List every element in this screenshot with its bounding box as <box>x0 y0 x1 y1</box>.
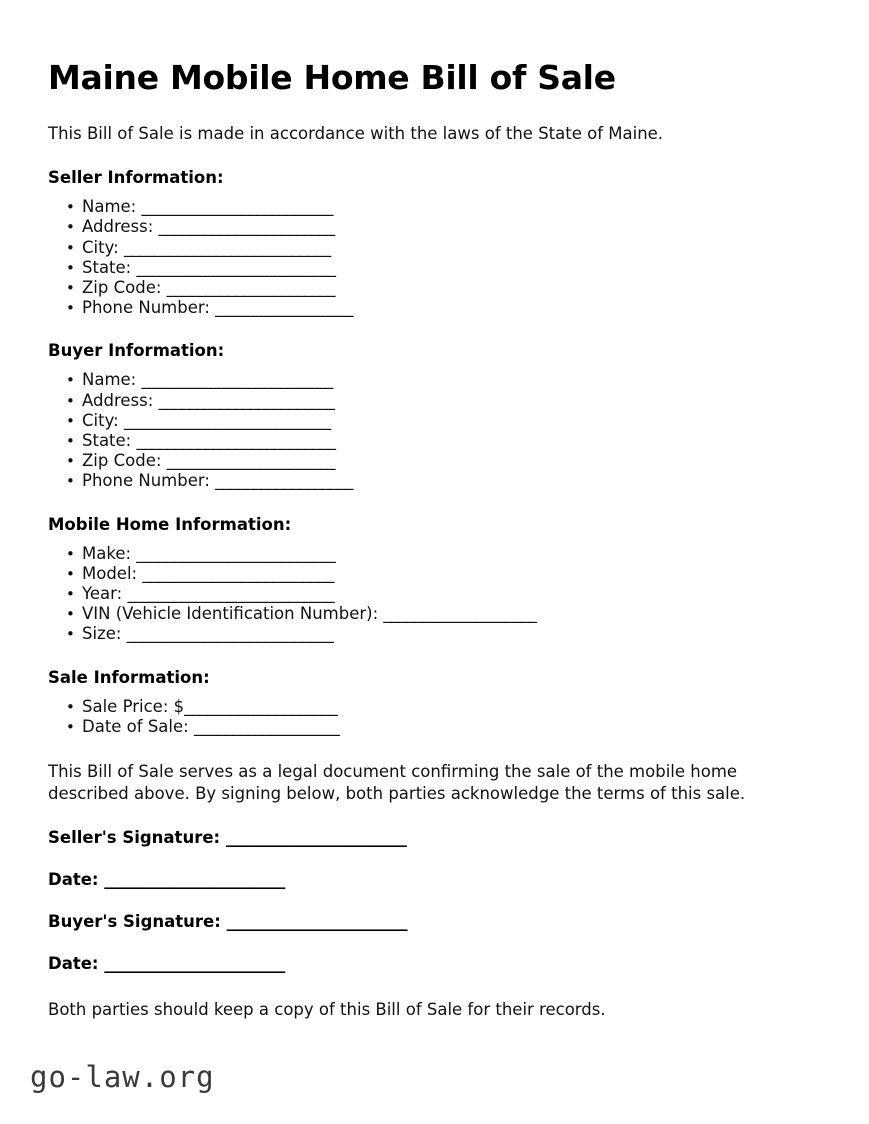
field-label: Date of Sale: <box>82 716 194 736</box>
field-blank-line[interactable]: __________________ <box>215 471 353 491</box>
list-item <box>82 370 764 390</box>
field-blank-line[interactable]: ____________________ <box>184 696 338 716</box>
field-label: Phone Number: <box>82 298 216 318</box>
list-item <box>82 697 764 717</box>
field-label: Size: <box>82 624 127 644</box>
list-item <box>82 238 764 258</box>
intro-paragraph: This Bill of Sale is made in accordance with the laws of the State of Maine. <box>48 123 664 143</box>
field-blank-line[interactable]: ___________________________ <box>123 237 331 257</box>
list-item <box>82 564 764 584</box>
field-label: Zip Code: <box>82 278 167 298</box>
buyer-information-fields <box>48 360 764 491</box>
field-blank-line[interactable]: _________________________ <box>141 370 333 390</box>
site-watermark: go-law.org <box>30 1060 215 1094</box>
list-item <box>82 544 764 564</box>
list-item <box>82 451 764 471</box>
field-blank-line[interactable]: _______________________ <box>158 217 335 237</box>
field-label: Zip Code: <box>82 451 167 471</box>
seller-date-line <box>48 847 764 889</box>
field-label: Address: <box>82 217 159 237</box>
list-item <box>82 584 764 604</box>
field-label: State: <box>82 431 137 451</box>
field-blank-line[interactable]: _________________________ <box>141 197 333 217</box>
sale-information-heading: Sale Information: <box>48 667 210 687</box>
field-label: Model: <box>82 563 143 583</box>
buyer-signature-blank[interactable]: _______________________ <box>226 911 408 931</box>
field-blank-line[interactable]: __________________________ <box>136 257 336 277</box>
buyer-date-line <box>48 931 764 973</box>
seller-date-label: Date: <box>48 869 105 889</box>
list-item <box>82 604 764 624</box>
buyer-date-blank[interactable]: _______________________ <box>104 953 285 973</box>
field-label: Year: <box>82 584 128 604</box>
mobile-home-information-heading: Mobile Home Information: <box>48 514 292 534</box>
list-item <box>82 197 764 217</box>
field-blank-line[interactable]: __________________ <box>215 298 353 318</box>
field-blank-line[interactable]: ___________________________ <box>127 584 335 604</box>
seller-signature-line <box>48 805 764 847</box>
field-blank-line[interactable]: _______________________ <box>158 390 335 410</box>
buyer-information-heading: Buyer Information: <box>48 341 225 361</box>
buyer-signature-line <box>48 889 764 931</box>
field-blank-line[interactable]: __________________________ <box>136 543 336 563</box>
field-blank-line[interactable]: __________________________ <box>136 431 336 451</box>
list-item <box>82 298 764 318</box>
field-label: City: <box>82 237 124 257</box>
field-label: Sale Price: $ <box>82 696 185 716</box>
buyer-date-label: Date: <box>48 953 105 973</box>
seller-date-blank[interactable]: _______________________ <box>104 869 285 889</box>
field-blank-line[interactable]: ___________________________ <box>123 410 331 430</box>
sale-information-fields <box>48 687 764 737</box>
list-item <box>82 411 764 431</box>
field-label: VIN (Vehicle Identification Number): <box>82 604 384 624</box>
list-item <box>82 624 764 644</box>
document-content <box>48 0 764 1021</box>
buyer-signature-label: Buyer's Signature: <box>48 911 227 931</box>
list-item <box>82 278 764 298</box>
list-item <box>82 391 764 411</box>
field-label: City: <box>82 410 124 430</box>
legal-statement: This Bill of Sale serves as a legal document confirming the sale of the mobile home described above. By signing below, both parties acknowledge the terms of this sale. <box>48 762 746 804</box>
field-blank-line[interactable]: ___________________ <box>193 716 340 736</box>
page-title: Maine Mobile Home Bill of Sale <box>48 58 616 97</box>
list-item <box>82 471 764 491</box>
seller-signature-blank[interactable]: _______________________ <box>225 827 407 847</box>
field-blank-line[interactable]: ______________________ <box>166 451 335 471</box>
field-blank-line[interactable]: ___________________________ <box>126 624 334 644</box>
field-label: Name: <box>82 370 142 390</box>
field-label: Address: <box>82 390 159 410</box>
list-item <box>82 717 764 737</box>
closing-note: Both parties should keep a copy of this Bill of Sale for their records. <box>48 999 606 1019</box>
seller-information-heading: Seller Information: <box>48 168 224 188</box>
list-item <box>82 431 764 451</box>
field-label: Name: <box>82 197 142 217</box>
seller-signature-label: Seller's Signature: <box>48 827 226 847</box>
field-label: Make: <box>82 543 137 563</box>
field-label: Phone Number: <box>82 471 216 491</box>
list-item <box>82 258 764 278</box>
list-item <box>82 217 764 237</box>
field-label: State: <box>82 257 137 277</box>
mobile-home-information-fields <box>48 534 764 645</box>
seller-information-fields <box>48 187 764 318</box>
field-blank-line[interactable]: ____________________ <box>383 604 537 624</box>
field-blank-line[interactable]: ______________________ <box>166 278 335 298</box>
field-blank-line[interactable]: _________________________ <box>142 563 334 583</box>
